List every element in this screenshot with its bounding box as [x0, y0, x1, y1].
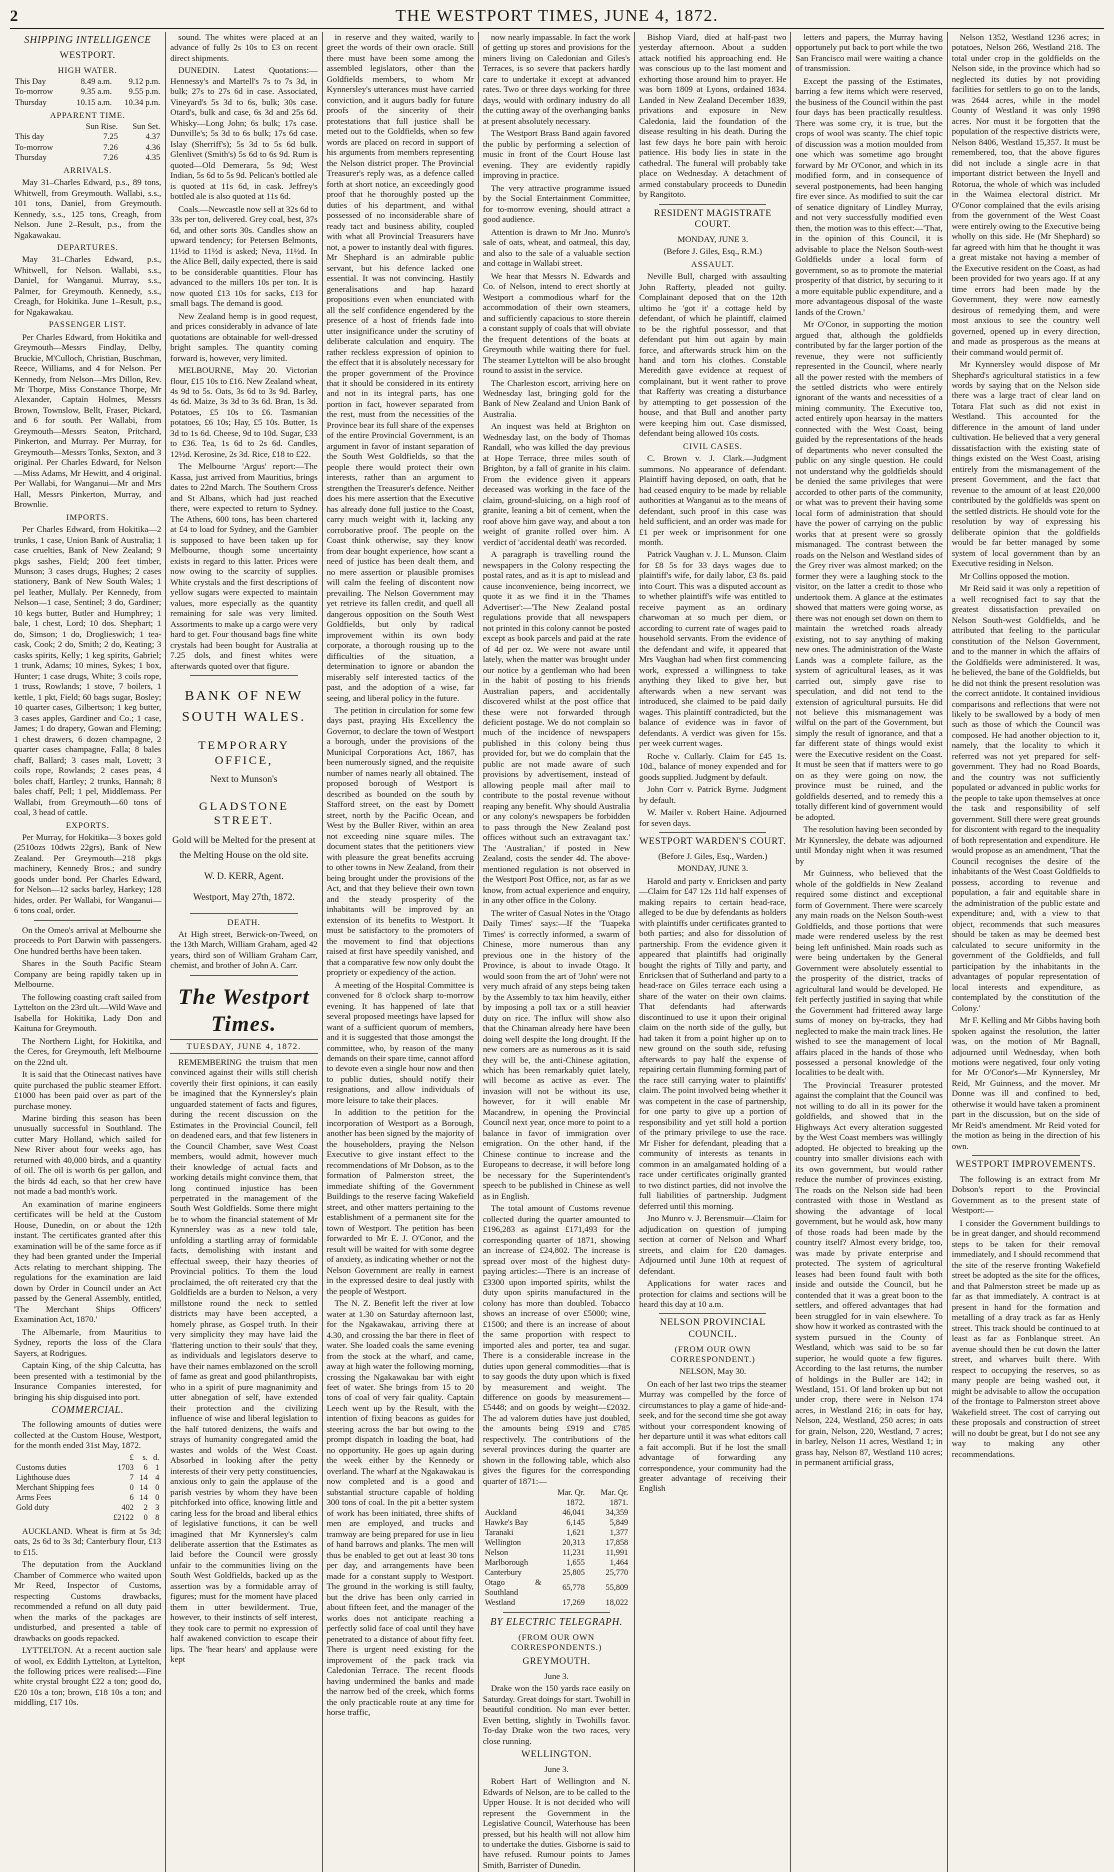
sun-set: 4.36	[145, 142, 161, 152]
duty-shillings: 14	[139, 1472, 148, 1482]
sun-day: To-morrow	[15, 142, 54, 152]
tide-day: This Day	[15, 77, 46, 87]
arrivals-text: May 31–Charles Edward, p.s., 89 tons, Whitwell, from Greymouth. Wallabi, s.s., 101 tons, Daniel, from Greymouth. Kennedy, s.s., 125 tons, Creagh, from Nelson. June 2–Result, p.s., from the Ngakawakau.	[14, 177, 162, 240]
shipping-news-para: The Northern Light, for Hokitika, and the Ceres, for Greymouth, left Melbourne on the 22nd ult.	[14, 1035, 162, 1067]
duty-pence: 0	[155, 1492, 160, 1502]
duty-total-shillings: 0	[143, 1512, 148, 1522]
sun-day: This day	[15, 132, 45, 142]
council-text: On each of her last two trips the steamer Murray was compelled by the force of circumstances to play a game of hide-and-seek, and for the second time she got away without your correspondent knowing of her departure until it was what editors call a fait accompli. But if he lost the small advantage of forwarding any correspondence, your community had the greater advantage of receiving their English	[639, 1378, 787, 1494]
article-para: Attention is drawn to Mr Jno. Munro's sale of oats, wheat, and oatmeal, this day, and also to the sale of a valuable section and cottage in Wallabi street.	[482, 226, 631, 269]
shipping-news-para: Captain King, of the ship Calcutta, has been presented with a testimonial by the Insurance Companies interested, for bringing his ship disguised into port.	[14, 1360, 162, 1402]
article-para: Mr O'Conor, in supporting the motion argued that, although the goldfields contributed by far the larger portion of the revenue, they were not sufficiently represented in the Council, where nearly all the power rested with the members of the settled districts who were entirely ignorant of the wants and necessities of a mining community. The Executive too, acted entirely upon hearsay in the matters connected with the West Coast, being guided by the representations of the heads of departments who never consulted the public on any single question. He could not understand why the goldfields should be denied the same privileges that were accorded to other parts of the community, or what was to prevent their having some local form of administration that should have the power of carrying on the public works that at present were so grossly mismanaged. The contrast between the roads on the Nelson and Westland sides of the Grey river was almost marked; on the former they were a laughing stock to the visitor, on the latter a credit to those who undertook them. A glance at the estimates showed that matters were going worse, as there was not enough set down on them to maintain the wretched roads already existing, not to say anything of making new ones. The administration of the Waste Lands was a complete failure, as the system of agricultural leases, as it was carried out, simply gave rise to speculation, and did not tend to the extension of agricultural pursuits. He did not believe this mismanagement was wilful on the part of the Government, but simply the result of ignorance, and that a far different state of things would exist were the Executive resident on the Coast. It must be seen that if matters were to go on as they were going on now, the province must be ruined, and the goldfields deserted, and to remedy this a totally different kind of government would be adopted.	[795, 319, 943, 822]
rm-court-date: MONDAY, JUNE 3.	[677, 233, 749, 244]
duty-pounds: 6	[129, 1492, 134, 1502]
value-1872: 11,231	[562, 1548, 585, 1558]
tide-day: Thursday	[15, 97, 47, 107]
article-para: The Provincial Treasurer protested against the complaint that the Council was not willing to do all in its power for the goldfields, and showed that in the Highways Act every alteration suggested by the West Coast members was willingly adopted. He objected to breaking up the country into smaller divisions each with its own government, but would rather reduce the number of provinces existing. The roads on the Nelson side had been contrasted with those in Westland as showing the advantage of local government, but he would ask, how many of those roads had been made by the country itself? Almost every bridge, too, was made by private enterprise and protected. The system of agricultural leases had been found fault with both inside and outside the Council, but he contended that it was a great boon to the settlers, and offered advantages that had been struggled for in vain elsewhere. To show how it worked as contrasted with the system pursued in the County of Westland, which was said to be so far superior, he would quote a few figures. According to the last returns, the number of holdings in the Buller are 142; in Westland, 151. Of land broken up but not under crop, there were in Nelson 174 acres, in Westland 216; in oats for hay, Nelson, 224, Westland, 250 acres; in oats for grain, Nelson, 220, Westland, 7 acres; in barley, Nelson 11 acres, Westland 1; in grass hay, Nelson 87, Westland 110 acres; in permanent artificial grass,	[795, 1079, 943, 1468]
imports-heading: IMPORTS.	[66, 512, 109, 522]
bank-agent: W. D. KERR, Agent.	[204, 872, 284, 883]
telegraph-heading: BY ELECTRIC TELEGRAPH.	[490, 1617, 623, 1629]
civil-case: C. Brown v. J. Clark.—Judgment summons. No appearance of defendant. Plaintiff having deposed, on oath, that he had ceased enquiry to be made by reliable authorities at Wanganui as to the means of defendant, such proof in this case was held sufficient, and an order was made for £1 per week or imprisonment for one month.	[639, 453, 787, 547]
telegraph-subheading: (FROM OUR OWN CORRESPONDENTS.)	[511, 1632, 602, 1652]
duty-label: Merchant Shipping fees	[16, 1482, 95, 1492]
article-para: Mr F. Kelling and Mr Gibbs having both spoken against the resolution, the latter was, on the motion of Mr Bagnall, adjourned until Wednesday, when both motions were negatived, four only voting for Mr O'Conor's—Mr Kynnersley, Mr Reid, Mr Guinness, and the mover. Mr Donne was ill and confined to bed, otherwise it would have taken a prominent part in the discussion, but on the side of Mr Reid's amendment. Mr Reid voted for the motion as being in the direction of his own.	[951, 1015, 1100, 1151]
high-water-heading: HIGH WATER.	[57, 65, 118, 75]
shipping-news-para: Marine birding this season has been unusually successful in Southland. The cutter Mary Holland, which sailed for New River about four weeks ago, has returned with 40,000 birds, and a quantity of oil. The oil is worth 6s per gallon, and the birds 4d each, so that her crew have not made a bad month's work.	[14, 1112, 162, 1197]
shipping-news-para: Shares in the South Pacific Steam Company are being rapidly taken up in Melbourne.	[14, 958, 162, 990]
greymouth-heading: GREYMOUTH.	[522, 1657, 591, 1668]
divider	[190, 913, 297, 914]
article-para: Mr Reid said it was only a repetition of a well recognised fact to say that the greatest dissatisfaction prevailed on Nelson South-west Goldfields, and he attributed that feeling to the particular constitution of the Nelson Government, and to the manner in which the affairs of the Goldfields were administered. It was, he believed, the bane of the Goldfields, but he did not think the present resolution was the correct antidote. It contained invidious comparisons and reflections that were not likely to be swallowed by a body of men such as those of which the Council was composed. He had another objection to it, namely, that the locality to which it referred was not yet prepared for self-government. They had no Road Boards, and the country was not sufficiently populated or advanced in public works for the people to take upon themselves at once the task and responsibility of self government. Still there were great grounds for discontent with regard to the inequality of both representation and expenditure. He would propose as an amendment, 'That the Council recognises the desire of the inhabitants of the West Coast Goldfields to possess, according to revenue and population, a fair and equitable share in the administration of the public estate and expenditure; and, with a view to that object, recommends that such measures should be taken as may be deemed best calculated to secure uniformity in the government of the Goldfields, and full participation by the inhabitants in the advantages of popular representation of local interests and expenditure, as contemplated by the constitution of the Colony.'	[951, 583, 1100, 1013]
greymouth-date: June 3.	[544, 1670, 569, 1681]
wardens-case: Applications for water races and protection for claims and sections will be heard this day at 10 a.m.	[639, 1278, 787, 1309]
article-para: An inquest was held at Brighton on Wednesday last, on the body of Thomas Randall, who was killed the day previous at Hope Terrace, three miles south of Brighton, by a fall of granite in his claim. From the evidence given it appears deceased was working in the face of the claim, ground-sluicing, on a high roof of granite, leaning a bit of cement, when the roof above him gave way, and about a ton weight of granite rolled over him. A verdict of 'accidental death' was recorded.	[482, 421, 631, 547]
article-para: Except the passing of the Estimates, barring a few items which were reserved, the business of the Council within the past four days has been practically resultless. There was some cry, it is true, but the crops of wool was scanty. The chief topic of discussion was a motion moulded from one which was sometime ago brought forward by Mr O'Conor, and which in its modified form, and in consequence of several postponements, had been hanging fire ever since. As modified to suit the car of senatice dignitary of Lindley Murray, and not very successfully modified even then, the motion was to this effect:—'That, in the opinion of this Council, it is advisable to place the Nelson South-west Goldfields under a local form of government, so as to promote the material prosperity of that district, by securing to it a more equitable public expenditure, and a more advantageous disposal of the waste lands of the Crown.'	[795, 75, 943, 317]
sun-rise: 7.26	[103, 142, 118, 152]
exports-heading: EXPORTS.	[65, 820, 110, 830]
sun-set: 4.37	[145, 132, 161, 142]
table-row	[483, 1558, 630, 1568]
divider	[503, 1612, 610, 1613]
value-1871: 17,858	[605, 1538, 629, 1548]
sun-col-header: Sun Rise.	[85, 122, 118, 132]
table-row	[14, 122, 161, 132]
value-1872: 17,269	[562, 1598, 585, 1608]
civil-case: W. Mailer v. Robert Haine. Adjourned for seven days.	[639, 807, 787, 828]
province: Otago & Southland	[484, 1578, 542, 1598]
column-2	[166, 32, 322, 1872]
province: Marlborough	[484, 1558, 529, 1568]
sun-rise: 7.25	[103, 132, 118, 142]
province: Nelson	[484, 1548, 509, 1558]
col-header: £	[129, 1452, 134, 1462]
table-row	[14, 132, 161, 142]
bank-notice: Gold will be Melted for the present at the Melting House on the old site.	[172, 835, 316, 861]
wellington-date: June 3.	[544, 1763, 569, 1774]
civil-case: Patrick Vaughan v. J. L. Munson. Claim for £8 5s for 33 days wages due to plaintiff's wife, for daily labor, £3 8s. paid into Court. This was a disputed account as to whether plaintiff's wife was entitled to receive payment as an ordinary charwoman at so much per diem, or according to current rate of wages paid to household servants. From the evidence of the defendant and wife, it appeared that Mrs Vaughan had when first commencing work, expressed a willingness to take anything they liked to give her, but afterwards when a new servant was introduced, she claimed to be paid daily wages. This plaintiff contradicted, but the balance of evidence was in favor of defendants. A verdict was given for 15s. per week current wages.	[639, 549, 787, 749]
value-1872: 1,621	[566, 1528, 585, 1538]
duty-pounds: 1703	[117, 1462, 134, 1472]
divider	[659, 832, 766, 833]
commercial-intro: The following amounts of duties were collected at the Custom House, Westport, for the month ended 31st May, 1872.	[14, 1419, 162, 1451]
sun-day: Thursday	[15, 152, 47, 162]
markets-para: sound. The whites were placed at an advance of fully 2s 10s to £3 on recent direct shipments.	[170, 32, 318, 63]
duty-pounds: 0	[129, 1482, 134, 1492]
duty-pounds: 402	[121, 1502, 134, 1512]
commercial-heading: COMMERCIAL.	[51, 1405, 124, 1417]
article-para: The very attractive programme issued by the Social Entertainment Committee, for to-morrow evening, should attract a good audience.	[482, 182, 631, 225]
newspaper-flag: The Westport Times.	[178, 983, 310, 1036]
council-date: NELSON, May 30.	[679, 1366, 747, 1377]
column-6	[791, 32, 947, 1872]
article-para: We hear that Messrs N. Edwards and Co. of Nelson, intend to erect shortly at Westport a commodious wharf for the accommodation of their own steamers, and sufficiently capacious to store therein a constant supply of coals that will obviate the frequent detentions of the boats at Greymouth while waiting there for fuel. The steamer Lyttelton will be also brought round to assist in the service.	[482, 270, 631, 376]
table-row	[14, 1503, 161, 1513]
duty-pence: 1	[155, 1462, 160, 1472]
duty-label: Arms Fees	[16, 1492, 52, 1502]
civil-case: John Corr v. Patrick Byrne. Judgment by default.	[639, 784, 787, 805]
departures-heading: DEPARTURES.	[56, 243, 119, 253]
wardens-court-before: (Before J. Giles, Esq., Warden.)	[658, 850, 768, 861]
value-1872: 20,313	[562, 1538, 585, 1548]
table-row	[14, 1473, 161, 1483]
duty-label: Lighthouse dues	[16, 1472, 70, 1482]
value-1872: 46,041	[562, 1508, 585, 1518]
civil-heading: CIVIL CASES.	[683, 441, 743, 451]
column-5	[635, 32, 791, 1872]
markets-para: New Zealand hemp is in good request, and prices considerably in advance of late quotations are obtainable for well-dressed bright samples. The quantity coming forward is, however, very limited.	[170, 310, 318, 363]
table-row	[483, 1578, 630, 1598]
article-para: now nearly impassable. In fact the work of getting up stores and provisions for the miners living on Caledonian and Giles's Terraces, is so severe that packers hardly care to undertake it except at advanced rates. Two or three days working for three days, would with ordinary industry do all the cutting away of the overhanging banks at present absolutely necessary.	[482, 32, 631, 126]
province: Taranaki	[484, 1528, 514, 1538]
table-row	[483, 1598, 630, 1608]
departures-text: May 31–Charles Edward, p.s., Whitwell, for Nelson. Wallabi, s.s., Daniel, for Wanganui. Murray, s.s., Palmer, for Greymouth. Kennedy, s.s., Creagh, for Hokitika. June 1–Result, p.s., for Ngakawakau.	[14, 254, 162, 317]
value-1871: 11,991	[605, 1548, 629, 1558]
province: Canterbury	[484, 1568, 522, 1578]
table-row	[483, 1528, 630, 1538]
article-para: in reserve and they waited, warily to greet the words of their own oracle. Still there must have been some among the assembled legislators, other than the Goldfields members, to whom Mr Kynnersley's utterances must have carried conviction, and it augurs badly for future proofs of the sincerity of their protestations that full justice shall be meted out to the Goldfields, when so few words are placed on record in support of his arguments from members representing the Nelson district proper. The Provincial Treasurer's reply was, as a defence called forth at short notice, an exceedingly good proof that he thoroughly posted up the duties of his department, and withal possessed of no inconsiderable share of ready tact and business ability, coupled with what all Provincial Treasurers have not, a power to instantly deal with figures. Mr Shephard is an admirable public servant, but his defence lacked one essential. It was not convincing. Hastily generalisations and hap hazard propositions even when enunciated with all the self confidence engendered by the presence of a host of friends fade into utter insignificance under the scrutiny of deliberate calculation and enquiry. The rather reckless expression of opinion to the effect that it is absolutely necessary for the proper government of the Province that it should be considered in its entirety and not in its integral parts, has one portion in fact, however separated from the rest, must from the necessities of the Province bear its full share of the expenses of the entire Provincial Government, is an argument in favor of instant separation of the South West Goldfields, so that the people there would protect their own interests, rather than an argument to strengthen the Treasurer's defence. Neither does his mere assertion that the Executive has already done full justice to the Coast, carry much weight with it, lacking any corroborative proof. The people on the Coast think otherwise, say they know from dear bought experience, how scant a need of justice has been dealt them, and no mere assertion or plausible promises will calm the feeling of discontent now prevailing. The Nelson Government may yet retrieve its fallen credit, and quell all dangerous opposition on the South West Goldfields, but only by radical improvement within its own body corporate, a thorough rousing up to the difficulties of the situation, a determination to ignore or abandon the miserably self interested tactics of the past, and the adoption of a wise, far seeing, and liberal policy in the future.	[326, 32, 474, 703]
divider	[34, 920, 141, 921]
shipping-news-para: An examination of marine engineers certificates will be held at the Custom House, Dunedin, on or about the 12th instant. The certificates granted after this examination will be of the same force as if they had been granted under the Imperial Acts relating to merchant shipping. The regulations for the examination are laid down by Order in Council under an Act passed by the General Assembly, entitled, 'The Merchant Ships Officers' Examination Act, 1870.'	[14, 1198, 162, 1325]
article-para: The resolution having been seconded by Mr Kynnersley, the debate was adjourned until Monday night when it was resumed by	[795, 824, 943, 866]
province: Auckland	[484, 1508, 517, 1518]
article-para: The writer of Casual Notes in the 'Otago Daily Times' says:—If the 'Tuapeka Times' is correctly informed, a swarm of Chinese, more numerous than any previous one in the history of the Province, is about to invade Otago. It would soon from the art of 'John' were not very much afraid of any steps being taken by the Assembly to tax him heavily, either by imposing a poll tax or a still heavier duty on rice. The influx will show also that the Chinaman already here have been doing well despite the long drought. If the new comers are as numerous as it is said they will be, the anti-Chinese agitation, which has been remarkably quiet lately, will become as active as ever. The invasion will not be without its use, however, for it will enable Mr Macandrew, in opening the Provincial Council next year, once more to point to a balance in favor of immigration over emigration. On the other hand, if the Chinese continue to increase and the Europeans to decrease, it will before long be necessary for the Superintendent's speech to be published in Chinese as well as in English.	[482, 907, 631, 1201]
tide-am: 8.49 a.m.	[80, 77, 112, 87]
duty-label: Customs duties	[16, 1462, 67, 1472]
wardens-case: Harold and party v. Enricksen and party—Claim for £47 12s 11d half expenses of making repairs to certain head-race, alleged to be due by defendants as holders with plaintiffs under certificates granted to both parties; and also for dissolution of partnership. From the evidence given it appeared that plaintiffs had originally bought the rights of Tilly and party, and Enricksen that of Sutherland and party to a head-race on Giles terrace each using a share of the water on their own claims. That defendants had afterwards discontinued to use it upon their original claim on the north side of the gully, but had taken it from a point higher up on to new ground on the south side, refusing afterwards to pay half the expense of repairing certain flumming forming part of the race still carrying water to plaintiffs' claim. The point involved being whether it was competent in the case of partnership, for one party to give up a portion of responsibility and yet still hold a portion of the primary privilege to use the race. Mr Fisher for defendant, pleading that a community of interests as tenants in common in an amalgamated holding of a race under certificates originally granted to two distinct parties, did not involve the full liabilities of partnership. Judgment deferred until this morning.	[639, 875, 787, 1211]
divider	[659, 1313, 766, 1314]
table-row	[14, 1513, 161, 1523]
apparent-time-heading: APPARENT TIME.	[50, 110, 126, 120]
shipping-news-para: It is said that the Otinecast natives have quite purchased the public steamer Effort. £1000 has been paid over as part of the purchase money.	[14, 1069, 162, 1111]
article-para: Mr Guinness, who believed that the whole of the goldfields in New Zealand required some distinct and exceptional form of Government. There were scarcely any main roads on the Nelson South-west Goldfields, and those portions that were made were rendered useless by the rest being left unfinished. Main roads such as were being undertaken by the General Government were absolutely essential to the prosperity of the district, tracks of agricultural land would be developed. He felt perfectly justified in saying that while the Government had frittered away large sums of money on by-tracks, they had neglected to make the main track lines. He wished to see the management of local affairs placed in the hands of those who possessed a personal knowledge of the localities to be dealt with.	[795, 868, 943, 1078]
wellington-text: Robert Hart of Wellington and N. Edwards of Nelson, are to be called to the Upper House. It is not decided who will represent the Government in the Legislative Council, Waterhouse has been pressed, but his health will not allow him to undertake the duties. Gisborne is said to have refused. Rumour points to James Smith, Barrister of Dunedin.	[482, 1776, 631, 1870]
duty-label	[14, 1513, 108, 1523]
value-1872: 65,778	[562, 1583, 585, 1593]
assault-text: Neville Bull, charged with assaulting John Rafferty, pleaded not guilty. Complainant deposed that on the 12th ultimo he 'got it' a cottage held by defendant, of which he plaintiff, claimed to be the rightful possessor, and that defendant put him out again by main force, and afterwards struck him on the hand and torn his clothes. Constable Meredith gave evidence at request of complainant, but it went rather to prove that Rafferty was creating a disturbance by attempting to get possession of the house, and that Bull and another party were keeping him out. Case dismissed, defendant being allowed 10s costs.	[639, 271, 787, 439]
wardens-case: Jno Munro v. J. Berensmuir—Claim for adjudication on question of jumping section at corner of Nelson and Wharf streets, and claim for £20 damages. Adjourned until June 10th at request of defendant.	[639, 1213, 787, 1276]
article-para: The N. Z. Benefit left the river at low water at 1.30 on Saturday afternoon last, for the Ngakawakau, arriving there at 4.30, and crossing the bar there in fleet of water. She loaded coals the same evening from the stock at the wharf, and came, away at high water the following morning, crossing the Ngakawakau bar with eight feet of water. She brings from 15 to 20 tons of coal of very fair quality. Captain Leech went up by the Result, with the intention of fixing beacons as guides for steering across the bar but owing to the prompt dispatch in loading the boat, had no opportunity. He goes up again during the week either by the Kennedy or overland. The wharf at the Ngakawakau is now completed and is a good and substantial structure capable of holding 300 tons of coal. In the pit a better system of work has been initiated, three shifts of men are employed, and trucks and tramway are being prepared for use in lieu of hand barrows and planks. The men will thus be enabled to get out at least 30 tons per day, and arrangements have been made for a constant supply to Westport. The ground in the working is still faulty, but the drive has been only carried in about fifteen feet, and the manager of the works does not anticipate reaching a perfectly solid face of coal until they have penetrated to a distance of about fifty feet. There is urgent need existing for the improvement of the pack track via Caledonian Terrace. The recent floods having undermined the banks and made the narrow bed of the creek, which forms the only practicable route at any time for horse traffic,	[326, 1298, 474, 1718]
value-1872: 6,145	[566, 1518, 585, 1528]
revenue-table	[483, 1488, 630, 1608]
value-1872: 25,805	[562, 1568, 585, 1578]
wellington-heading: WELLINGTON.	[521, 1750, 592, 1761]
divider	[659, 204, 766, 205]
shipping-news-para: The Albemarle, from Mauritius to Sydney, reports the loss of the Clara Sayers, at Rodrigues.	[14, 1326, 162, 1358]
article-para: Bishop Viard, died at half-past two yesterday afternoon. About a sudden attack notified his approaching end. He was conscious up to the last moment and exhorting those around him to prayer. He was born 1809 at Lyons, ordained 1834. Landed in New Zealand December 1839, privations and exposure in New Caledonia, laid the foundation of the disease resulting in his death. During the last few days he bore pain with heroic patience. His body lies in state in the cathedral. The funeral will probably take place on Wednesday. A detachment of armed constabulary proceeds to Dunedin by Rangitoto.	[639, 32, 787, 200]
value-1871: 55,809	[605, 1583, 629, 1593]
columns	[10, 32, 1104, 1870]
value-1871: 5,849	[609, 1518, 629, 1528]
value-1871: 1,377	[609, 1528, 629, 1538]
markets-para: MELBOURNE, May 20. Victorian flour, £15 10s to £16. New Zealand wheat, 4s 9d to 5s. Oats, 3s 6d to 3s 9d. Barley, 4s 6d. Maize, 3s 3d to 3s 6d. Bran, 1s 3d. Potatoes, £5 10s to £6. Tasmanian potatoes, £6 10s; Hay, £5 10s. Butter, 1s 3d to 1s 6d. Cheese, 9d to 10d. Sugar, £33 to £36. Tea, 1s 6d to 2s 6d. Candles, 12½d. Kerosine, 2s 3d. Rice, £18 to £22.	[170, 365, 318, 459]
column-4	[479, 32, 635, 1872]
duties-table	[14, 1453, 161, 1523]
shipping-news-para: The following coasting craft sailed from Lyttelton on the 23rd ult.—Wild Wave and Isabella for Hokitika, Lady Don and Kaituna for Greymouth.	[14, 991, 162, 1034]
duty-shillings: 2	[143, 1502, 148, 1512]
duty-shillings: 14	[139, 1482, 148, 1492]
port-heading: WESTPORT.	[59, 51, 116, 62]
table-row	[14, 1493, 161, 1503]
dateline: TUESDAY, JUNE 4, 1872.	[170, 1039, 317, 1053]
shipping-heading: SHIPPING INTELLIGENCE	[24, 35, 152, 46]
passengers-text: Per Charles Edward, from Hokitika and Greymouth—Messrs Findlay, Delby, Bruckie, M'Culloch, Christian, Buschman, Reece, Williams, and 4 for Nelson. Per Kennedy, from Nelson—Mrs Dillon, Rev. Mr Thorpe, Miss Constance Thorpe, Mr Alexander, Captain Holmes, Messrs Brown, Townslow, Bellt, Fraser, Pickard, and 6 for south. Per Wallabi, from Greymouth—Messrs Seaton, Pritchard, Pinkerton, and Murray. Per Murray, for Greymouth—Messrs Tonks, Sexton, and 3 original. Per Charles Edward, for Nelson—Miss Adams, Mr Hewitt, and 4 original. Per Wallabi, for Wanganui—Mr and Mrs Hall, Messrs Pinkerton, Murray, and Brownlie.	[14, 331, 162, 510]
shipping-news-para: On the Omeo's arrival at Melbourne she proceeds to Port Darwin with passengers. One hundred berths have been taken.	[14, 924, 162, 956]
col-header: Mar. Qr. 1871.	[600, 1488, 629, 1508]
table-row	[483, 1508, 630, 1518]
article-para: The petition in circulation for some few days past, praying His Excellency the Governor, to declare the town of Westport a borough, under the provisions of the Municipal Corporations Act, 1867, has been numerously signed, and the requisite number of names nearly all obtained. The proposed borough of Westport is described as bounded on the south by Stafford street, on the east by Domett street, north by the Pacific Ocean, and West by the Buller River, within an area not exceeding nine square miles. The document states that the petitioners view with pleasure the great benefits accruing to other towns in New Zealand, from their being brought under the provisions of the Act, and that they believe their own town and the steady prosperity of the inhabitants will be improved by an extension of its benefits to Westport. It must be satisfactory to the promoters of the movement to find that objections raised at first have speedily vanished, and that a comparative few now only doubt the propriety or expediency of the action.	[326, 705, 474, 978]
death-heading: DEATH.	[227, 917, 261, 927]
tide-pm: 10.34 p.m.	[124, 97, 161, 107]
sun-table	[14, 122, 161, 163]
table-row	[483, 1548, 630, 1558]
blank-cell	[483, 1488, 544, 1508]
greymouth-text: Drake won the 150 yards race easily on Saturday. Great doings for start. Twohill in beautiful condition. No man ever better. Even betting, slightly in Twohills favor. To-day Drake won the two races, very close running.	[482, 1683, 631, 1746]
improvements-para: The following is an extract from Mr Dobson's report to the Provincial Government as to the present state of Westport:—	[951, 1173, 1100, 1216]
table-row	[14, 1453, 161, 1463]
duty-total-pounds: £2122	[113, 1512, 134, 1522]
column-7	[948, 32, 1104, 1872]
article-para: Nelson 1352, Westland 1236 acres; in potatoes, Nelson 266, Westland 218. The total under crop in the goldfields on the Nelson side, in the province which had so neglected its duties by not providing facilities for settlers to go on to the lands, was 2644 acres, while in the model County of Westland it was only 1998 acres. Nor must it be forgotten that the population of the respective districts were, Nelson 8406, Westland 15,357. It must be remembered, too, that the above figures did not include a single acre in that important district between the Inyell and Rotorua, the whole of which was included in the Waimea electoral district. Mr O'Conor complained that the evils arising from the government of the West Coast were entirely owing to the Executive being wholly on this side. He (Mr Shephard) so far agreed with him that he thought it was a great mistake not having a member of the Executive resident on the Coast, as had been provided for two years ago. If at any time errors had been made by the Government, they were now earnestly desirous of remedying them, and were most anxious to see the country well governed, opened up in every direction, and made as prosperous as the means at their command would permit of.	[951, 32, 1100, 357]
duty-pounds: 7	[129, 1472, 134, 1482]
duty-total-pence: 8	[155, 1512, 160, 1522]
sun-set: 4.35	[145, 152, 161, 162]
auckland-market-2: The deputation from the Auckland Chamber of Commerce who waited upon Mr Reed, Inspector of Customs, respecting Customs drawbacks, recommended a refund on all duty paid when the marks of the packages are undisturbed, and presented a table of drawbacks on goods repacked.	[14, 1559, 162, 1643]
leader-article: REMEMBERING the truism that men convinced against their wills still cherish covertly their first opinions, it can easily be imagined that the Kynnersley's plain unguarded statement of facts and figures, during the recent discussion on the Estimates in the Provincial Council, fell on deadened ears, and that few listeners in the Council Chamber, save West Coast members, would admit, however much their knowledge of actual facts and working details might convince them, that long continued injustice has been perpetrated in the management of the South West Goldfields. Some there might be to whom the financial statement of Mr Kynnersley was as a new told tale, unfolding a startling array of formidable facts, demolishing with instant and effectual sweep, their hazy theories of Provincial politics. To them the loud proclaimed, the oft reiterated cry that the Goldfields are a burden to Nelson, a very millstone round the neck to settled districts may have been accepted, a homely phrase, as Gospel truth. In their very simplicity they may have laid the 'flattering unction to their souls' that they, as individuals and legislators deserve to have their names emblazoned on the scroll of fame as great and good philanthropists, who in a spirit of pure magnanimity and utter abnegation of self, have extended their protection and the civilizing influence of wise and liberal legislation to the half tutored denizens, the waifs and strays of humanity congregated amid the wastes and wolds of the West Coast. Absorbed in looking after the petty interests of their very petty constituencies, anxious only to gain the applause of the parish vestries by whom they have been pitchforked into office, knowing little and caring less for the broad and liberal ethics of legislative functions, it can be well imagined that Mr Kynnersley's calm deliberate assertion that the Estimates as laid before the Council were grossly unfair to the communities living on the South West Goldfields, backed up as the assertion was by a formidable array of figures; must for the moment have placed them in utter bewilderment. True, however, to their instincts of self interest, they took care to permit no expression of half awakened conviction to escape their lips. The 'hear hears' and applause were kept	[170, 1056, 318, 1665]
value-1871: 18,022	[605, 1598, 629, 1608]
tide-table	[14, 77, 161, 108]
assault-heading: ASSAULT.	[691, 259, 735, 269]
article-para: In addition to the petition for the incorporation of Westport as a Borough, another has been signed by the majority of the householders, praying the Nelson Executive to give instant effect to the recommendations of Mr Dobson, as to the formation of Palmerston street, the immediate shifting of the Government Buildings to the reserve facing Wakefield street, and other matters pertaining to the establishment of a permanent site for the town of Westport. The petition has been forwarded to Mr E. J. O'Conor, and the result will be waited for with some degree of anxiety, as indicating whether or not the Nelson Government are really in earnest in the expressed desire to deal justly with the people of Westport.	[326, 1107, 474, 1296]
tide-am: 9.35 a.m.	[80, 87, 112, 97]
bank-location: Next to Munson's	[210, 775, 278, 786]
province: Wellington	[484, 1538, 522, 1548]
article-para: The total amount of Customs revenue collected during the quarter amounted to £196,283 as against £171,493 for the corresponding quarter of 1871, showing an increase of £24,802. The increase is spread over most of the highest duty-paying articles:—There is an increase of £3300 upon imported spirits, whilst the duty upon spirits manufactured in the colony has more than doubled. Tobacco shows an increase of over £5000; wine, £1500; and there is an increase of about the same proportion with respect to imported ales and porter, tea and sugar. There is a considerable increase in the duties upon general commodities—that is to say goods the duty upon which is fixed by measurement and weight. The difference on goods by measurement—£5448; and on goods by weight—£2032. The ad valorem duties have just doubled, the amounts being £919 and £785 respectively. The contributions of the several provinces during the quarter are shown in the following table, which also gives the figures for the corresponding quarter of 1871:—	[482, 1203, 631, 1486]
value-1871: 25,770	[605, 1568, 629, 1578]
article-para: The Charleston escort, arriving here on Wednesday last, bringing gold for the Bank of New Zealand and Union Bank of Australia.	[482, 377, 631, 419]
duty-pence: 3	[155, 1502, 160, 1512]
bank-street: GLADSTONE STREET.	[199, 798, 289, 828]
col-header: d.	[153, 1452, 160, 1462]
table-row	[14, 77, 161, 87]
death-notice: At High street, Berwick-on-Tweed, on the 13th March, William Graham, aged 42 years, third son of William Graham Carr, chemist, and brother of John A. Carr.	[170, 928, 318, 971]
bank-office: TEMPORARY OFFICE,	[198, 738, 290, 767]
page-number: 2	[10, 8, 18, 25]
arrivals-heading: ARRIVALS.	[63, 166, 112, 176]
divider	[190, 675, 297, 676]
article-para: A meeting of the Hospital Committee is convened for 8 o'clock sharp to-morrow evening. It has happened of late that several proposed meetings have lapsed for want of a sufficient quorum of members, and it is suggested that those amongst the committee, who, by reason of the many demands on their spare time, cannot afford to devote even a single hour now and then to public duties, should notify their resignations, and allow individuals of more leisure to take their places.	[326, 979, 474, 1105]
value-1872: 1,655	[566, 1558, 585, 1568]
article-para: The Westport Brass Band again favored the public by performing a selection of music in front of the Court House last evening. They are evidently rapidly improving in practice.	[482, 128, 631, 181]
civil-case: Roche v. Cullarly. Claim for £45 1s. 10d., balance of money expended and for goods supplied. Judgment by default.	[639, 750, 787, 782]
divider	[190, 975, 297, 976]
council-heading: NELSON PROVINCIAL COUNCIL.	[659, 1318, 766, 1341]
duty-pence: 4	[155, 1472, 160, 1482]
markets-para: Coals.—Newcastle now sell at 32s 6d to 33s per ton, delivered. Grey coal, best, 37s 6d, and other sorts 30s. Candles show an upward tendency; for Petersen Belmonts, 11½d to 11½d is asked; Neva, 11½d. In the Alice Bell, daily expected, there is said to be considerable quantities. Flour has advanced to the millers 10s per ton. It is now quoted £13 10s for sacks, £13 for small bags. The demand is good.	[170, 203, 318, 309]
table-row	[483, 1568, 630, 1578]
duty-pence: 0	[155, 1482, 160, 1492]
sun-rise: 7.26	[103, 152, 118, 162]
rm-court-before: (Before J. Giles, Esq., R.M.)	[663, 246, 762, 257]
duty-label: Gold duty	[16, 1502, 49, 1512]
rm-court-heading: RESIDENT MAGISTRATE COURT.	[653, 208, 772, 231]
article-para: Mr Kynnersley would dispose of Mr Shephard's agricultural statistics in a few words by saying that on the Nelson side there was a large tract of clear land on Totara Flat such as did not exist in Westland. This accounted for the difference in the amount of land under cultivation. He believed that a very general dissatisfaction with the existing state of things existed on the West Coast, arising entirely from the mismanagement of the present Government, and the fact that revenue to the amount of at least £20,000 contributed by the goldfields was spent on the settled districts. He should vote for the resolution by way of expressing his deliberate opinion that the goldfields would be far better managed by some system of local government than by an Executive residing in Nelson.	[951, 359, 1100, 569]
table-row	[14, 98, 161, 108]
value-1871: 34,359	[605, 1508, 629, 1518]
column-3	[323, 32, 479, 1872]
table-row	[14, 143, 161, 153]
table-row	[483, 1518, 630, 1528]
wardens-court-date: MONDAY, JUNE 3.	[677, 863, 749, 874]
table-row	[483, 1488, 630, 1508]
wardens-court-heading: WESTPORT WARDEN'S COURT.	[639, 837, 787, 848]
table-row	[14, 87, 161, 97]
auckland-market: AUCKLAND. Wheat is firm at 5s 3d; oats, 2s 6d to 3s 3d; Canterbury flour, £13 to £15.	[14, 1525, 162, 1557]
table-row	[14, 1483, 161, 1493]
exports-text: Per Murray, for Hokitika—3 boxes gold (2510ozs 10dwts 22grs), Bank of New Zealand. Per Greymouth—218 pkgs machinery, Kennedy Bros.; and sundry goods under bond. Per Charles Edward, for Nelson—12 sacks barley, Harkey; 128 hides, order. Per Wallabi, for Wanganui—6 tons coal, order.	[14, 831, 162, 916]
sun-col-header: Sun Set.	[132, 122, 161, 132]
markets-para: The Melbourne 'Argus' report:—The Kassa, just arrived from Mauritius, brings dates to 22nd March. The Southern Cross and St Albans, which had just reached there, were expected to return to Sydney. The Athens, 600 tons, has been chartered at £4 to load for Sydney, and the Gambier is supposed to have been taken up for Melbourne, though some uncertainty exists in regard to this latter. Prices were now owing to the scarcity of supplies. White crystals and the first descriptions of yellow sugars were expected to maintain values, more especially as the quantity remaining for sale was very limited. Assortments to make up a cargo were very hard to get. Four thousand bags fine white crystals had been bought for Australia at 7.25 dols, and finest whites were afterwards quoted over that figure.	[170, 461, 318, 671]
bank-name: BANK OF NEW SOUTH WALES.	[181, 689, 306, 726]
article-para: Mr Collins opposed the motion.	[959, 570, 1070, 581]
bank-date: Westport, May 27th, 1872.	[193, 893, 295, 904]
improvements-para: I consider the Government buildings to be in great danger, and should recommend steps to be taken for their removal immediately, and I should recommend that the site of the reserve fronting Wakefield street be adopted as the site for the offices, and that Palmerston street be made up as far as that immediately. A contract is at present in hand for the formation and metalling of a dray track as far as Henly street. This track should be continued to at least as far as Fonblanque street. An avenue should then be cut down the latter street, and wharves built there. With respect to occupying the reserves, so as many people are being washed out, it might be advisable to allow the occupation of the frontage to Palmerston street above Wakefield street. The cost of carrying out these proposals and construction of street will no doubt be great, but I do not see any way to making any other recommendations.	[951, 1217, 1100, 1459]
column-1	[10, 32, 166, 1872]
imports-text: Per Charles Edward, from Hokitika—2 trunks, 1 case, Union Bank of Australia; 1 case cruelties, Bank of New Zealand; 9 pkgs sashes, Field; 200 feet timber, Munson; 3 cases drugs, Hughes; 2 cases stationery, Bank of New South Wales; 1 pel leather, Mullaly. Per Kennedy, from Nelson—1 case, Sentinel; 3 do, Gardiner; 10 kegs butter, Butler and Humphrey; 1 bale, 1 chest, Lord; 10 dos. Shephart; 1 do, Simson; 1 do, Droglieswich; 1 tea-cask, Cook; 2 do, Smith; 2 do, Keating; 3 casks spirits, Kelly; 1 keg spirits, Gabriel; 1 trunk, Adams; 10 mines, Sykes; 1 box, Hunter; 1 case drugs, White; 3 coils rope, 1 truss, Rowlands; 1 stove, 7 boilers, 1 kettle, 1 pkt, Field; 60 bags sugar, Bosley; 10 quarter cases, Gilbertson; 1 keg butter, 3 cases apples, Gardiner and Co.; 1 case, James; 1 do drapery, Gowan and Fleming; 1 chest drawers, 6 dozen champagne, 2 quarter cases champagne, Falla; 8 bales chaff, Ballard; 3 cases malt, Lovett; 3 coils rope, Rowlands; 2 cases peas, 4 boles chaff, Hartley; 2 trunks, Hannah; 8 bales chaff, Pell; 1 pel, Middlemass. Per Wallabi, from Greymouth—60 tons of coal, 3 head of cattle.	[14, 524, 162, 818]
passengers-heading: PASSENGER LIST.	[48, 320, 127, 330]
blank-cell	[14, 1453, 108, 1463]
duty-shillings: 14	[139, 1492, 148, 1502]
bank-advertisement	[170, 686, 317, 906]
lyttelton-market: LYTTELTON. At a recent auction sale of wool, ex Eddith Lyttelton, at Lyttelton, the following prices were realised:—Fine white crystal brought £22 a ton; good do, £20 10s a ton; brown, £18 10s a ton; and middling, £17 10s.	[14, 1645, 162, 1708]
table-row	[14, 1463, 161, 1473]
tide-am: 10.15 a.m.	[76, 97, 112, 107]
blank-cell	[14, 122, 71, 132]
council-subheading: (FROM OUR OWN CORRESPONDENT.)	[670, 1344, 756, 1364]
province: Hawke's Bay	[484, 1518, 528, 1528]
col-header: s.	[142, 1452, 148, 1462]
tide-pm: 9.12 p.m.	[128, 77, 161, 87]
province: Westland	[484, 1598, 516, 1608]
value-1871: 1,464	[609, 1558, 629, 1568]
divider	[972, 1155, 1080, 1156]
table-row	[14, 153, 161, 163]
tide-day: To-morrow	[15, 87, 54, 97]
masthead	[10, 6, 1104, 29]
duty-shillings: 6	[143, 1462, 148, 1472]
table-row	[483, 1538, 630, 1548]
article-para: letters and papers, the Murray having opportunely put back to port while the two San Francisco mail were waiting a chance of transmission.	[795, 32, 943, 74]
improvements-heading: WESTPORT IMPROVEMENTS.	[955, 1160, 1096, 1171]
tide-pm: 9.55 p.m.	[128, 87, 161, 97]
markets-para: DUNEDIN. Latest Quotations:—Hennessy's and Martell's 7s to 7s 3d, in bulk; 27s to 27s 6d in case. Associated, Vineyard's 5s 3d to 6s, bulk; 30s case. Otard's, bulk and case, 6s 3d and 25s 6d. Whisky—Long John; 6s bulk; 17s case. Dunville's; 5s 3d to 6s bulk; 17s 6d case. Islay (Sherriff's); 5s 3d to 5s 6d bulk. Glenlivet (Smith's) 5s 6d to 6s 9d. Rum is quoted—Old Demerara, 5s 9d; West Indian, 5s 6d to 5s 9d. Pelican's bottled ale is quoted at 11s 6d, in cask. Jeffrey's bottled ale is also quoted at 11s 6d.	[170, 65, 318, 202]
article-para: A paragraph is travelling round the newspapers in the Colony respecting the postal rates, and as it is apt to mislead and cause inconvenience, being incorrect, we quote it as we find it in the 'Thames Advertiser':—'The New Zealand postal regulations provide that all newspapers not printed in this colony cannot be posted except as book parcels and paid at the rate of 4d per oz. We were not aware until lately, when the matter was brought under our notice by a gentleman who had been in the habit of posting to his friends Australian papers, and accidentally discovered whilst at the post office that these were not forwarded through deficient postage. We do not complain so much of the incidence of newspapers published in this colony being thus provided for, but we do complain that the public are not made aware of such provisions by advertisement, instead of allowing people mail after mail to contribute to the postal revenue without reaping any benefit. Why should Australia or any colony's newspapers be forbidden to pass through the New Zealand post offices without such an extravagant tax.' The 'Australian,' if posted in New Zealand, costs the sender 4d. The above-mentioned regulation is not observed in the Westport Post Office, nor, as far as we know, from actual experience and enquiry, in any other office in the Colony.	[482, 549, 631, 906]
col-header: Mar. Qr. 1872.	[557, 1488, 585, 1508]
newspaper-title: THE WESTPORT TIMES, JUNE 4, 1872.	[395, 6, 719, 25]
